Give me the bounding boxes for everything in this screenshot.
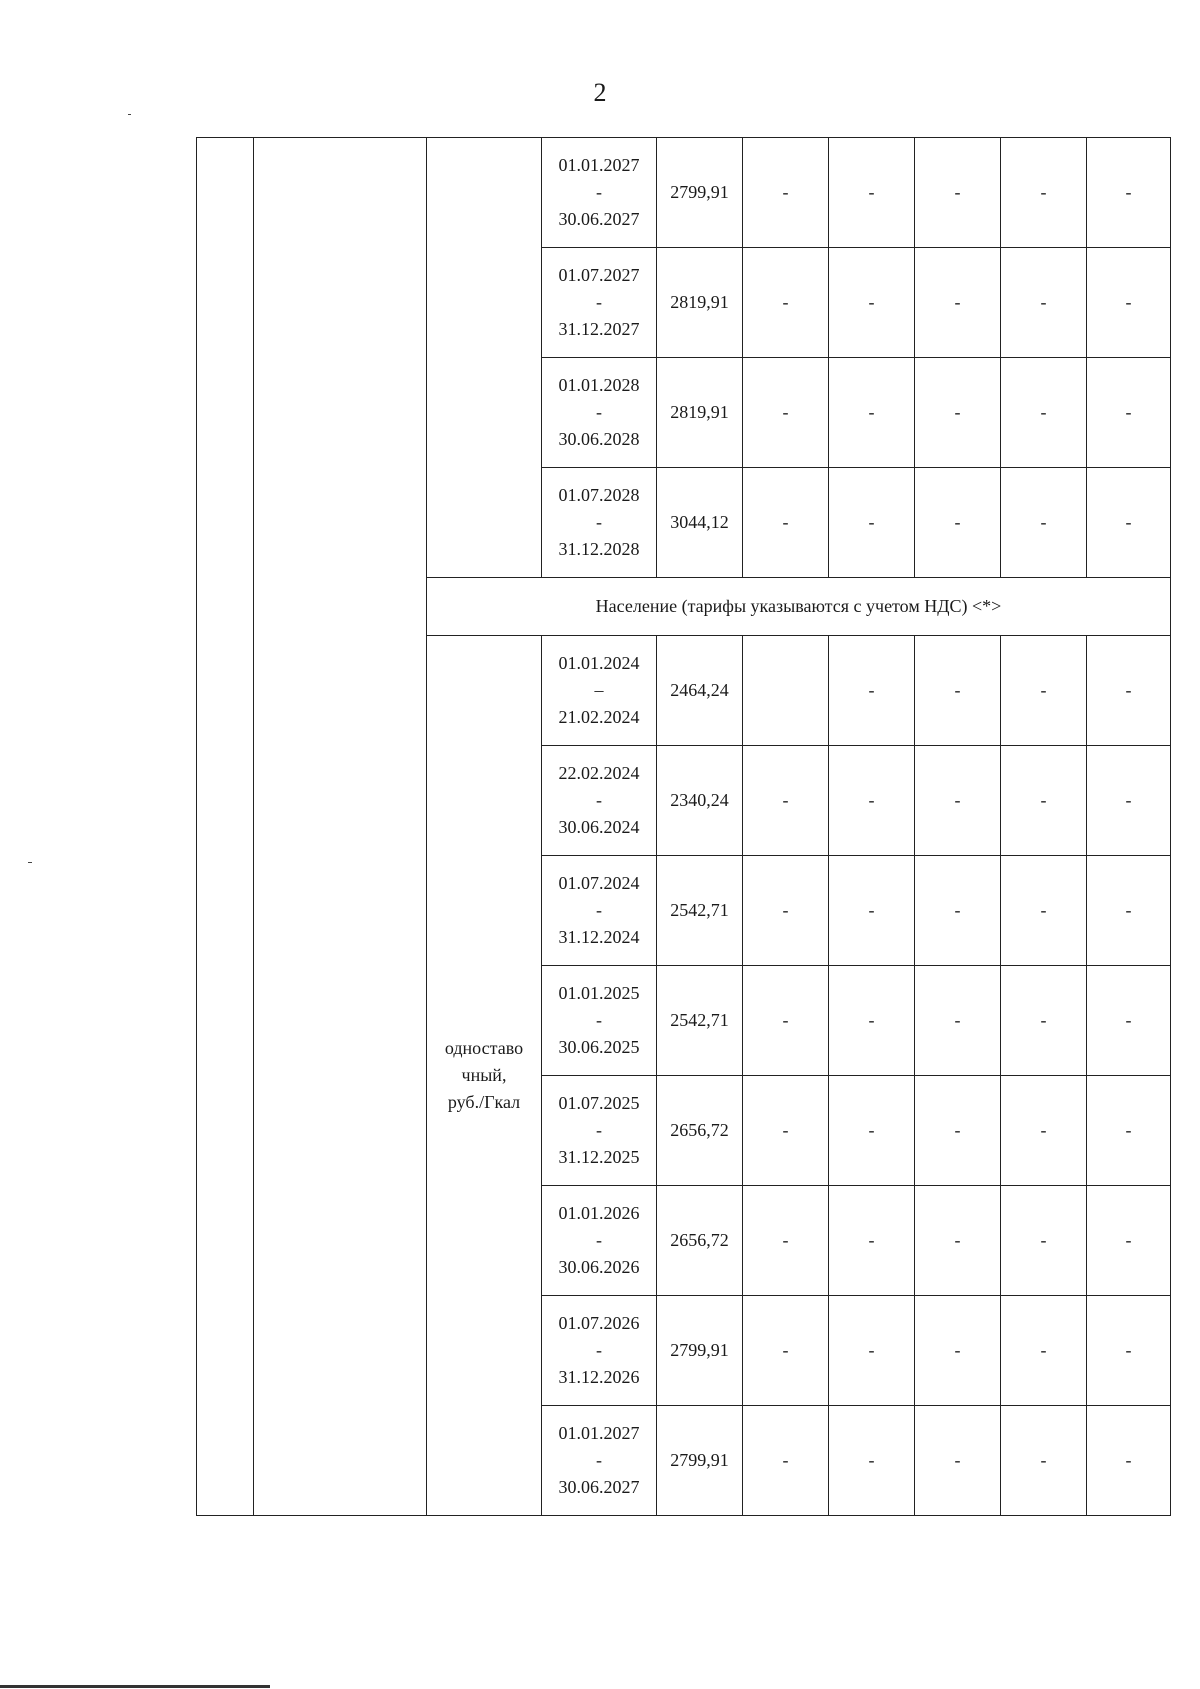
value-cell: - (743, 1186, 829, 1296)
value-cell: - (1087, 1076, 1171, 1186)
value-cell: - (1087, 746, 1171, 856)
value-cell: - (829, 636, 915, 746)
value-cell: - (1001, 248, 1087, 358)
scan-artifact-mark (28, 862, 32, 863)
value-cell: - (915, 1186, 1001, 1296)
value-cell: - (1001, 746, 1087, 856)
value-cell: - (1087, 248, 1171, 358)
period-cell: 01.01.2027 - 30.06.2027 (542, 138, 657, 248)
value-cell: - (743, 966, 829, 1076)
value-cell: - (1087, 358, 1171, 468)
value-cell: - (1087, 1186, 1171, 1296)
period-cell: 01.01.2026 - 30.06.2026 (542, 1186, 657, 1296)
value-cell: - (829, 1186, 915, 1296)
value-cell: - (743, 746, 829, 856)
value-cell: - (829, 746, 915, 856)
value-cell: - (915, 746, 1001, 856)
unit-cell-block1 (427, 138, 542, 578)
value-cell: - (1087, 966, 1171, 1076)
value-cell: - (915, 1076, 1001, 1186)
value-cell: - (829, 1406, 915, 1516)
tariff-cell: 2819,91 (657, 248, 743, 358)
table-row (197, 138, 1171, 248)
value-cell: - (829, 468, 915, 578)
value-cell: - (1001, 1406, 1087, 1516)
value-cell: - (915, 138, 1001, 248)
value-cell: - (1001, 138, 1087, 248)
value-cell: - (1087, 636, 1171, 746)
value-cell (743, 636, 829, 746)
value-cell: - (743, 248, 829, 358)
tariff-cell: 2542,71 (657, 856, 743, 966)
value-cell: - (743, 468, 829, 578)
tariff-cell: 2656,72 (657, 1186, 743, 1296)
scan-artifact-mark (128, 114, 131, 115)
tariff-cell: 2656,72 (657, 1076, 743, 1186)
period-cell: 01.07.2024 - 31.12.2024 (542, 856, 657, 966)
period-cell: 01.01.2025 - 30.06.2025 (542, 966, 657, 1076)
value-cell: - (915, 468, 1001, 578)
value-cell: - (1087, 138, 1171, 248)
value-cell: - (829, 966, 915, 1076)
value-cell: - (915, 856, 1001, 966)
tariff-cell: 2799,91 (657, 1296, 743, 1406)
value-cell: - (1001, 1076, 1087, 1186)
value-cell: - (915, 358, 1001, 468)
value-cell: - (1001, 1186, 1087, 1296)
period-cell: 01.07.2027 - 31.12.2027 (542, 248, 657, 358)
tariff-cell: 2464,24 (657, 636, 743, 746)
period-cell: 01.01.2028 - 30.06.2028 (542, 358, 657, 468)
period-cell: 01.01.2027 - 30.06.2027 (542, 1406, 657, 1516)
value-cell: - (743, 1406, 829, 1516)
value-cell: - (915, 248, 1001, 358)
page-number: 2 (593, 78, 607, 107)
value-cell: - (1087, 1296, 1171, 1406)
period-cell: 01.07.2028 - 31.12.2028 (542, 468, 657, 578)
tariff-cell: 3044,12 (657, 468, 743, 578)
value-cell: - (743, 358, 829, 468)
tariff-cell: 2340,24 (657, 746, 743, 856)
value-cell: - (743, 1076, 829, 1186)
value-cell: - (829, 138, 915, 248)
number-cell (197, 138, 254, 1516)
value-cell: - (915, 1406, 1001, 1516)
tariff-cell: 2799,91 (657, 1406, 743, 1516)
value-cell: - (1087, 468, 1171, 578)
value-cell: - (829, 856, 915, 966)
period-cell: 01.01.2024 – 21.02.2024 (542, 636, 657, 746)
tariff-cell: 2799,91 (657, 138, 743, 248)
value-cell: - (1001, 1296, 1087, 1406)
period-cell: 22.02.2024 - 30.06.2024 (542, 746, 657, 856)
value-cell: - (743, 1296, 829, 1406)
value-cell: - (1001, 966, 1087, 1076)
unit-cell: одноставо чный, руб./Гкал (427, 636, 542, 1516)
value-cell: - (1001, 636, 1087, 746)
period-cell: 01.07.2025 - 31.12.2025 (542, 1076, 657, 1186)
bottom-rule (0, 1685, 270, 1688)
period-cell: 01.07.2026 - 31.12.2026 (542, 1296, 657, 1406)
tariff-cell: 2819,91 (657, 358, 743, 468)
value-cell: - (829, 1296, 915, 1406)
value-cell: - (1001, 468, 1087, 578)
value-cell: - (829, 1076, 915, 1186)
value-cell: - (915, 1296, 1001, 1406)
value-cell: - (1001, 856, 1087, 966)
group-header: Население (тарифы указываются с учетом НДС) <*> (427, 578, 1171, 636)
tariff-cell: 2542,71 (657, 966, 743, 1076)
value-cell: - (915, 966, 1001, 1076)
value-cell: - (1087, 1406, 1171, 1516)
value-cell: - (829, 248, 915, 358)
value-cell: - (743, 138, 829, 248)
organization-cell (254, 138, 427, 1516)
value-cell: - (829, 358, 915, 468)
tariff-table (196, 137, 1171, 1516)
value-cell: - (915, 636, 1001, 746)
value-cell: - (743, 856, 829, 966)
value-cell: - (1087, 856, 1171, 966)
value-cell: - (1001, 358, 1087, 468)
